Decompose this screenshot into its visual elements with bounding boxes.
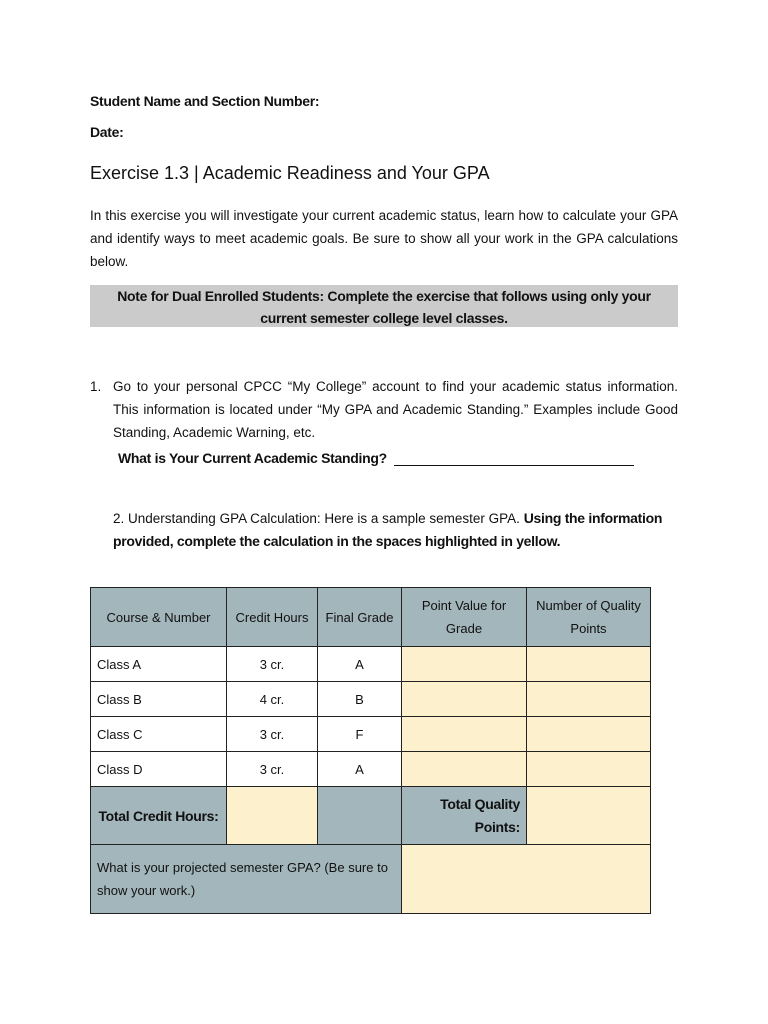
totals-spacer-cell bbox=[318, 787, 402, 845]
grade-cell: F bbox=[318, 717, 402, 752]
header-final-grade: Final Grade bbox=[318, 588, 402, 647]
point-value-input[interactable] bbox=[402, 647, 527, 682]
page-title: Exercise 1.3 | Academic Readiness and Your GPA bbox=[90, 163, 490, 183]
academic-standing-prompt bbox=[118, 450, 634, 466]
gpa-row bbox=[91, 845, 651, 914]
quality-points-input[interactable] bbox=[527, 717, 651, 752]
gpa-table bbox=[90, 587, 651, 914]
projected-gpa-question: What is your projected semester GPA? (Be sure to show your work.) bbox=[91, 845, 402, 914]
header-point-value: Point Value for Grade bbox=[402, 588, 527, 647]
point-value-input[interactable] bbox=[402, 682, 527, 717]
course-cell: Class A bbox=[91, 647, 227, 682]
question-1-text: Go to your personal CPCC “My College” account to find your academic status information. This information is located under “My GPA and Academic Standing.” Examples include Good Standing, Academic Warning, etc. bbox=[113, 379, 678, 440]
projected-gpa-input[interactable] bbox=[402, 845, 651, 914]
table-row bbox=[91, 752, 651, 787]
course-cell: Class C bbox=[91, 717, 227, 752]
totals-row bbox=[91, 787, 651, 845]
quality-points-input[interactable] bbox=[527, 647, 651, 682]
total-credit-hours-input[interactable] bbox=[227, 787, 318, 845]
point-value-input[interactable] bbox=[402, 752, 527, 787]
dual-enrolled-note bbox=[90, 285, 678, 327]
intro-paragraph: In this exercise you will investigate your current academic status, learn how to calculate your GPA and identify ways to meet academic goals. Be sure to show all your work in the GPA calculations below. bbox=[90, 208, 678, 269]
academic-standing-label: What is Your Current Academic Standing? bbox=[118, 450, 387, 466]
question-2-instruction: Using the information provided, complete the calculation in the spaces highlighted in yellow. bbox=[113, 510, 663, 549]
credits-cell: 3 cr. bbox=[227, 717, 318, 752]
quality-points-input[interactable] bbox=[527, 752, 651, 787]
note-line-2: current semester college level classes. bbox=[260, 310, 508, 326]
grade-cell: B bbox=[318, 682, 402, 717]
question-2-text: 2. Understanding GPA Calculation: Here is a sample semester GPA. bbox=[113, 511, 520, 526]
grade-cell: A bbox=[318, 647, 402, 682]
grade-cell: A bbox=[318, 752, 402, 787]
header-quality-points: Number of Quality Points bbox=[527, 588, 651, 647]
header-course: Course & Number bbox=[91, 588, 227, 647]
credits-cell: 3 cr. bbox=[227, 752, 318, 787]
date-label: Date: bbox=[90, 124, 124, 140]
table-row bbox=[91, 717, 651, 752]
course-cell: Class B bbox=[91, 682, 227, 717]
student-name-label: Student Name and Section Number: bbox=[90, 93, 320, 109]
note-line-1: Note for Dual Enrolled Students: Complete the exercise that follows using only your bbox=[117, 288, 651, 304]
academic-standing-blank[interactable] bbox=[394, 451, 634, 466]
point-value-input[interactable] bbox=[402, 717, 527, 752]
header-credit-hours: Credit Hours bbox=[227, 588, 318, 647]
total-quality-points-label: Total Quality Points: bbox=[402, 787, 527, 845]
total-credit-hours-label: Total Credit Hours: bbox=[91, 787, 227, 845]
total-quality-points-input[interactable] bbox=[527, 787, 651, 845]
table-row bbox=[91, 682, 651, 717]
table-header-row bbox=[91, 588, 651, 647]
quality-points-input[interactable] bbox=[527, 682, 651, 717]
credits-cell: 3 cr. bbox=[227, 647, 318, 682]
table-row bbox=[91, 647, 651, 682]
question-2 bbox=[113, 507, 678, 553]
credits-cell: 4 cr. bbox=[227, 682, 318, 717]
course-cell: Class D bbox=[91, 752, 227, 787]
question-1-number: 1. bbox=[90, 379, 102, 394]
